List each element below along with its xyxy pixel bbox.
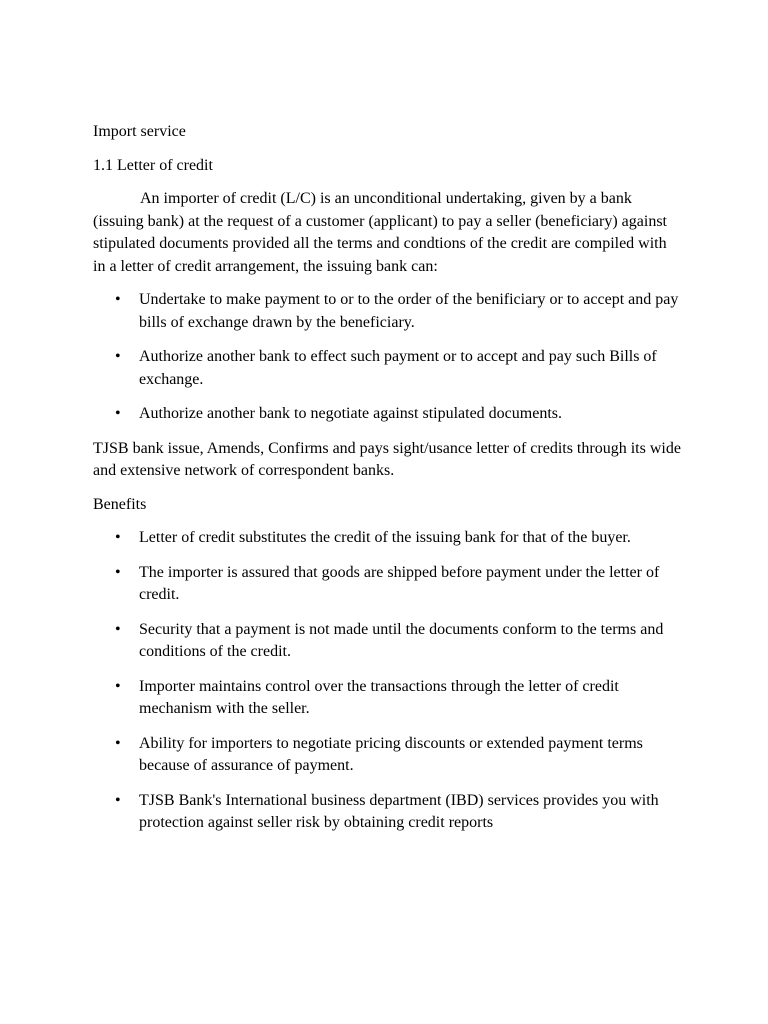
list-item-text: TJSB Bank's International business department (IBD) services provides you with protection against seller risk by obtaining credit reports <box>139 791 659 831</box>
list-item <box>93 403 683 426</box>
network-paragraph: TJSB bank issue, Amends, Confirms and pays sight/usance letter of credits through its wide and extensive network of correspondent banks. <box>93 439 681 479</box>
bullet-icon: • <box>115 291 121 308</box>
bullet-icon: • <box>115 405 121 422</box>
list-item-text: The importer is assured that goods are shipped before payment under the letter of credit. <box>139 563 660 603</box>
list-item-text: Undertake to make payment to or to the order of the benificiary or to accept and pay bills of exchange drawn by the beneficiary. <box>139 291 679 331</box>
bullet-icon: • <box>115 563 121 581</box>
bullet-icon: • <box>115 677 121 695</box>
bullet-icon: • <box>115 529 121 546</box>
document-title: Import service <box>93 123 186 140</box>
list-item <box>93 527 683 550</box>
list-item <box>93 562 683 607</box>
list-item-text: Importer maintains control over the transactions through the letter of credit mechanism with the seller. <box>139 677 619 717</box>
document-content <box>93 121 683 847</box>
list-item-text: Security that a payment is not made until the documents conform to the terms and conditions of the credit. <box>139 620 664 660</box>
section-heading: 1.1 Letter of credit <box>93 156 213 174</box>
benefits-list <box>93 527 683 835</box>
list-item <box>93 619 683 664</box>
bullet-icon: • <box>115 348 121 365</box>
list-item-text: Authorize another bank to effect such payment or to accept and pay such Bills of exchange. <box>139 348 657 388</box>
bullet-icon: • <box>115 791 121 809</box>
bullet-icon: • <box>115 734 121 752</box>
list-item <box>93 676 683 721</box>
list-item-text: Letter of credit substitutes the credit of the issuing bank for that of the buyer. <box>139 529 631 546</box>
list-item <box>93 346 683 391</box>
benefits-heading: Benefits <box>93 495 147 513</box>
intro-paragraph: An importer of credit (L/C) is an unconditional undertaking, given by a bank (issuing bank) at the request of a customer (applicant) to pay a seller (beneficiary) against stipulated documents provided all the terms and condtions of the credit are compiled with in a letter of credit arrangement, the issuing bank can: <box>93 190 667 275</box>
issuing-bank-capabilities-list <box>93 289 683 426</box>
list-item-text: Authorize another bank to negotiate against stipulated documents. <box>139 405 562 422</box>
list-item <box>93 289 683 334</box>
list-item <box>93 790 683 835</box>
list-item-text: Ability for importers to negotiate pricing discounts or extended payment terms because of assurance of payment. <box>139 734 643 774</box>
list-item <box>93 733 683 778</box>
bullet-icon: • <box>115 620 121 638</box>
